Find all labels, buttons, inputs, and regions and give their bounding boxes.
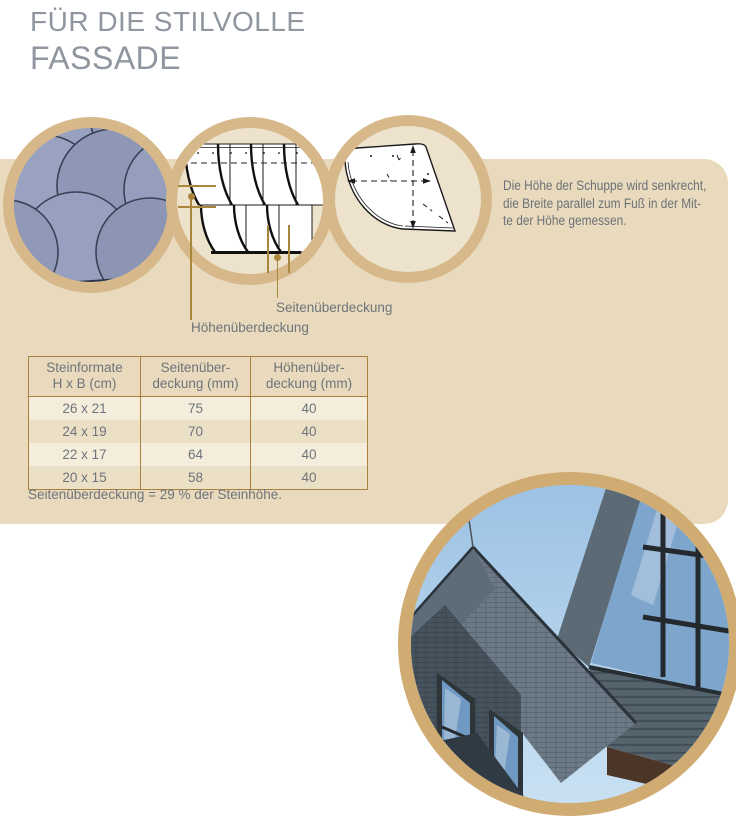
table-row	[29, 397, 368, 421]
header-text: deckung (mm)	[152, 376, 239, 391]
cell-format: 24 x 19	[62, 424, 107, 439]
table-row	[29, 466, 368, 490]
overlap-diagram	[177, 128, 323, 274]
col-header-hoehenueberdeckung	[251, 357, 368, 397]
callout-seitenueberdeckung: Seitenüberdeckung	[276, 300, 393, 315]
cell-format: 20 x 15	[62, 470, 107, 485]
slate-scales-image	[14, 128, 168, 282]
cell-format: 22 x 17	[62, 447, 107, 462]
table-header-row	[29, 357, 368, 397]
table-row	[29, 443, 368, 466]
hoehe-marker-line-bottom	[178, 206, 216, 208]
header-text: Steinformate	[46, 360, 123, 375]
measurement-note-line1: Die Höhe der Schuppe wird senkrecht,	[503, 178, 707, 193]
cell-hoehe: 40	[251, 397, 368, 421]
measurement-note-line3: te der Höhe gemessen.	[503, 213, 627, 228]
table-row	[29, 420, 368, 443]
stone-format-table	[28, 356, 368, 490]
seite-marker-line-right	[288, 225, 290, 273]
page-title-line1: FÜR DIE STILVOLLE	[30, 6, 306, 37]
col-header-steinformate	[29, 357, 141, 397]
circle-slate-photo	[3, 117, 179, 293]
measurement-note-line2: die Breite parallel zum Fuß in der Mit-	[503, 195, 702, 211]
seite-marker-line-left	[267, 225, 269, 273]
page-title-line2: FASSADE	[30, 40, 182, 76]
callout-hoehenueberdeckung: Höhenüberdeckung	[191, 320, 309, 335]
page-title	[30, 6, 306, 76]
slate-facade-image	[411, 485, 729, 803]
col-header-seitenueberdeckung	[141, 357, 251, 397]
circle-facade-photo	[398, 472, 736, 816]
cell-hoehe: 40	[251, 466, 368, 490]
header-text: H x B (cm)	[52, 376, 117, 391]
cell-hoehe: 40	[251, 420, 368, 443]
cell-seite: 58	[141, 466, 251, 490]
circle-shingle-diagram	[324, 115, 492, 283]
cell-hoehe: 40	[251, 443, 368, 466]
shingle-dimension-drawing	[335, 126, 481, 272]
seite-leader-line	[277, 257, 279, 298]
hoehe-marker-line-top	[178, 185, 216, 187]
header-text: Höhenüber-	[273, 360, 345, 375]
shingle-overlap-drawing	[177, 128, 323, 274]
shingle-dimension-diagram	[335, 126, 481, 272]
facade-photo	[411, 485, 729, 803]
cell-seite: 64	[141, 443, 251, 466]
slate-closeup-photo	[14, 128, 168, 282]
cell-seite: 70	[141, 420, 251, 443]
header-text: Seitenüber-	[160, 360, 231, 375]
cell-format: 26 x 21	[62, 401, 107, 416]
measurement-note	[503, 177, 706, 230]
table-footnote: Seitenüberdeckung = 29 % der Steinhöhe.	[28, 487, 283, 502]
hoehe-leader-line	[190, 196, 192, 320]
cell-seite: 75	[141, 397, 251, 421]
header-text: deckung (mm)	[265, 376, 353, 391]
